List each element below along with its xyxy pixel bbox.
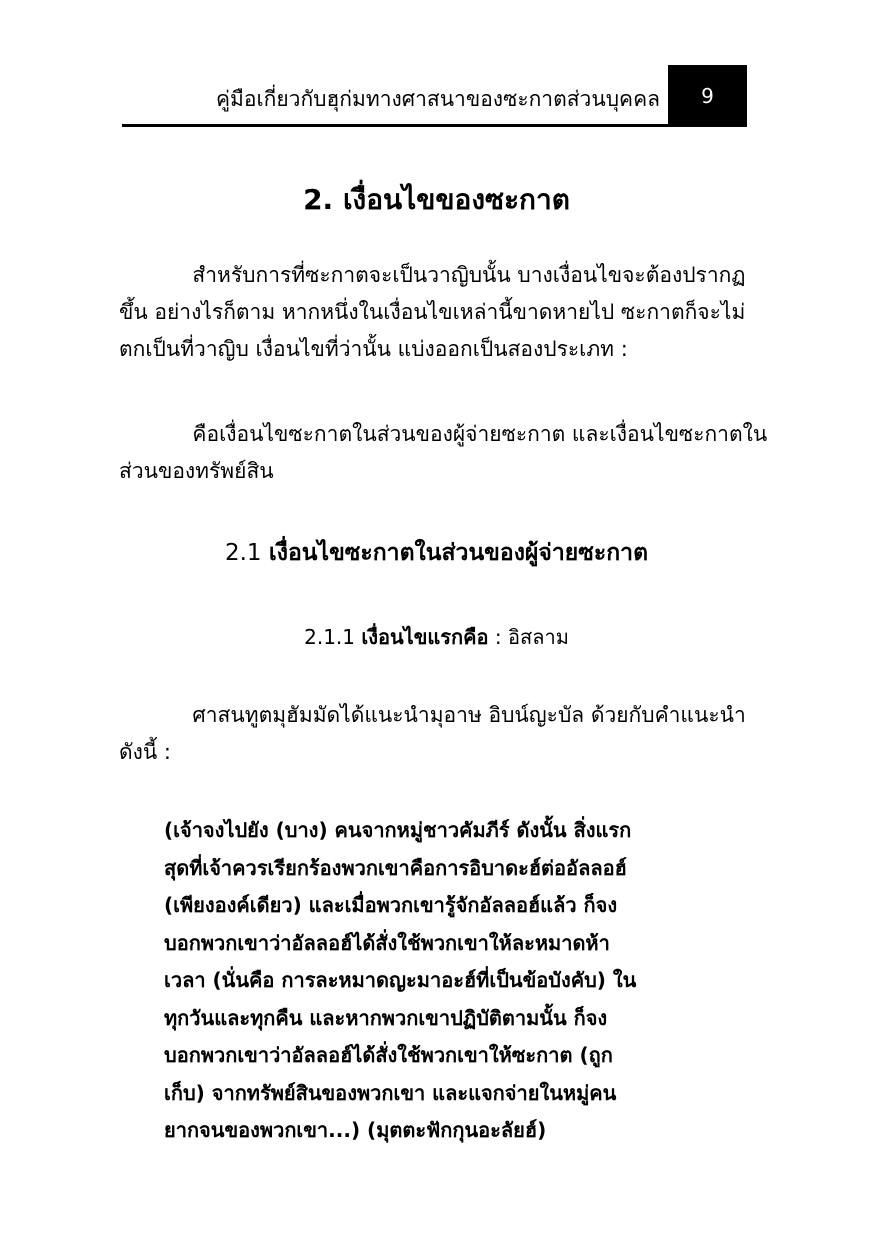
- hadith-quote: [164, 812, 724, 1150]
- page-number-box: [668, 65, 747, 127]
- paragraph-line: ศาสนทูตมุฮัมมัดได้แนะนำมุอาษ อิบน์ญะบัล ด้วยกับคำแนะนำ: [119, 703, 746, 727]
- body-paragraph: [119, 697, 759, 771]
- paragraph-line: ขึ้น อย่างไรก็ตาม หากหนึ่งในเงื่อนไขเหล่านี้ขาดหายไป ซะกาตก็จะไม่: [119, 300, 746, 324]
- subsection-title: เงื่อนไขซะกาตในส่วนของผู้จ่ายซะกาต: [268, 540, 649, 566]
- header-divider: [122, 124, 668, 127]
- quote-line: บอกพวกเขาว่าอัลลอฮ์ได้สั่งใช้พวกเขาให้ละหมาดห้า: [164, 930, 610, 955]
- paragraph-line: ดังนี้ :: [119, 740, 171, 764]
- quote-line: ยากจนของพวกเขา...) (มุตตะฟักกุนอะลัยฮ์): [164, 1118, 547, 1142]
- subsection-number: 2.1: [224, 540, 262, 566]
- subsubsection-number: 2.1.1: [304, 625, 356, 649]
- subsection-heading: [0, 536, 873, 570]
- quote-line: สุดที่เจ้าควรเรียกร้องพวกเขาคือการอิบาดะฮ์ต่ออัลลอฮ์: [164, 855, 627, 880]
- subsubsection-title: เงื่อนไขแรกคือ: [361, 625, 489, 649]
- paragraph-line: ส่วนของทรัพย์สิน: [119, 459, 274, 483]
- quote-line: เก็บ) จากทรัพย์สินของพวกเขา และแจกจ่ายในหมู่คน: [164, 1080, 617, 1105]
- paragraph-line: สำหรับการที่ซะกาตจะเป็นวาญิบนั้น บางเงื่อนไขจะต้องปรากฏ: [119, 263, 746, 287]
- quote-line: เวลา (นั่นคือ การละหมาดญะมาอะฮ์ที่เป็นข้อบังคับ) ใน: [164, 968, 637, 992]
- subsubsection-topic: : อิสลาม: [488, 625, 569, 649]
- quote-line: (เจ้าจงไปยัง (บาง) คนจากหมู่ชาวคัมภีร์ ดังนั้น สิ่งแรก: [164, 818, 632, 842]
- paragraph-line: คือเงื่อนไขซะกาตในส่วนของผู้จ่ายซะกาต และเงื่อนไขซะกาตใน: [119, 422, 768, 446]
- intro-paragraph: [119, 257, 759, 368]
- quote-line: (เพียงองค์เดียว) และเมื่อพวกเขารู้จักอัลลอฮ์แล้ว ก็จง: [164, 893, 618, 917]
- page-number: 9: [701, 84, 714, 108]
- quote-line: บอกพวกเขาว่าอัลลอฮ์ได้สั่งใช้พวกเขาให้ซะกาต (ถูก: [164, 1043, 613, 1067]
- header-title: คู่มือเกี่ยวกับฮุก่มทางศาสนาของซะกาตส่วนบุคคล: [215, 87, 660, 111]
- section-heading: 2. เงื่อนไขของซะกาต: [303, 183, 570, 216]
- quote-line: ทุกวันและทุกคืน และหากพวกเขาปฏิบัติตามนั้น ก็จง: [164, 1005, 608, 1030]
- types-paragraph: [119, 416, 768, 490]
- subsubsection-heading: [0, 622, 873, 652]
- paragraph-line: ตกเป็นที่วาญิบ เงื่อนไขที่ว่านั้น แบ่งออกเป็นสองประเภท :: [119, 337, 628, 361]
